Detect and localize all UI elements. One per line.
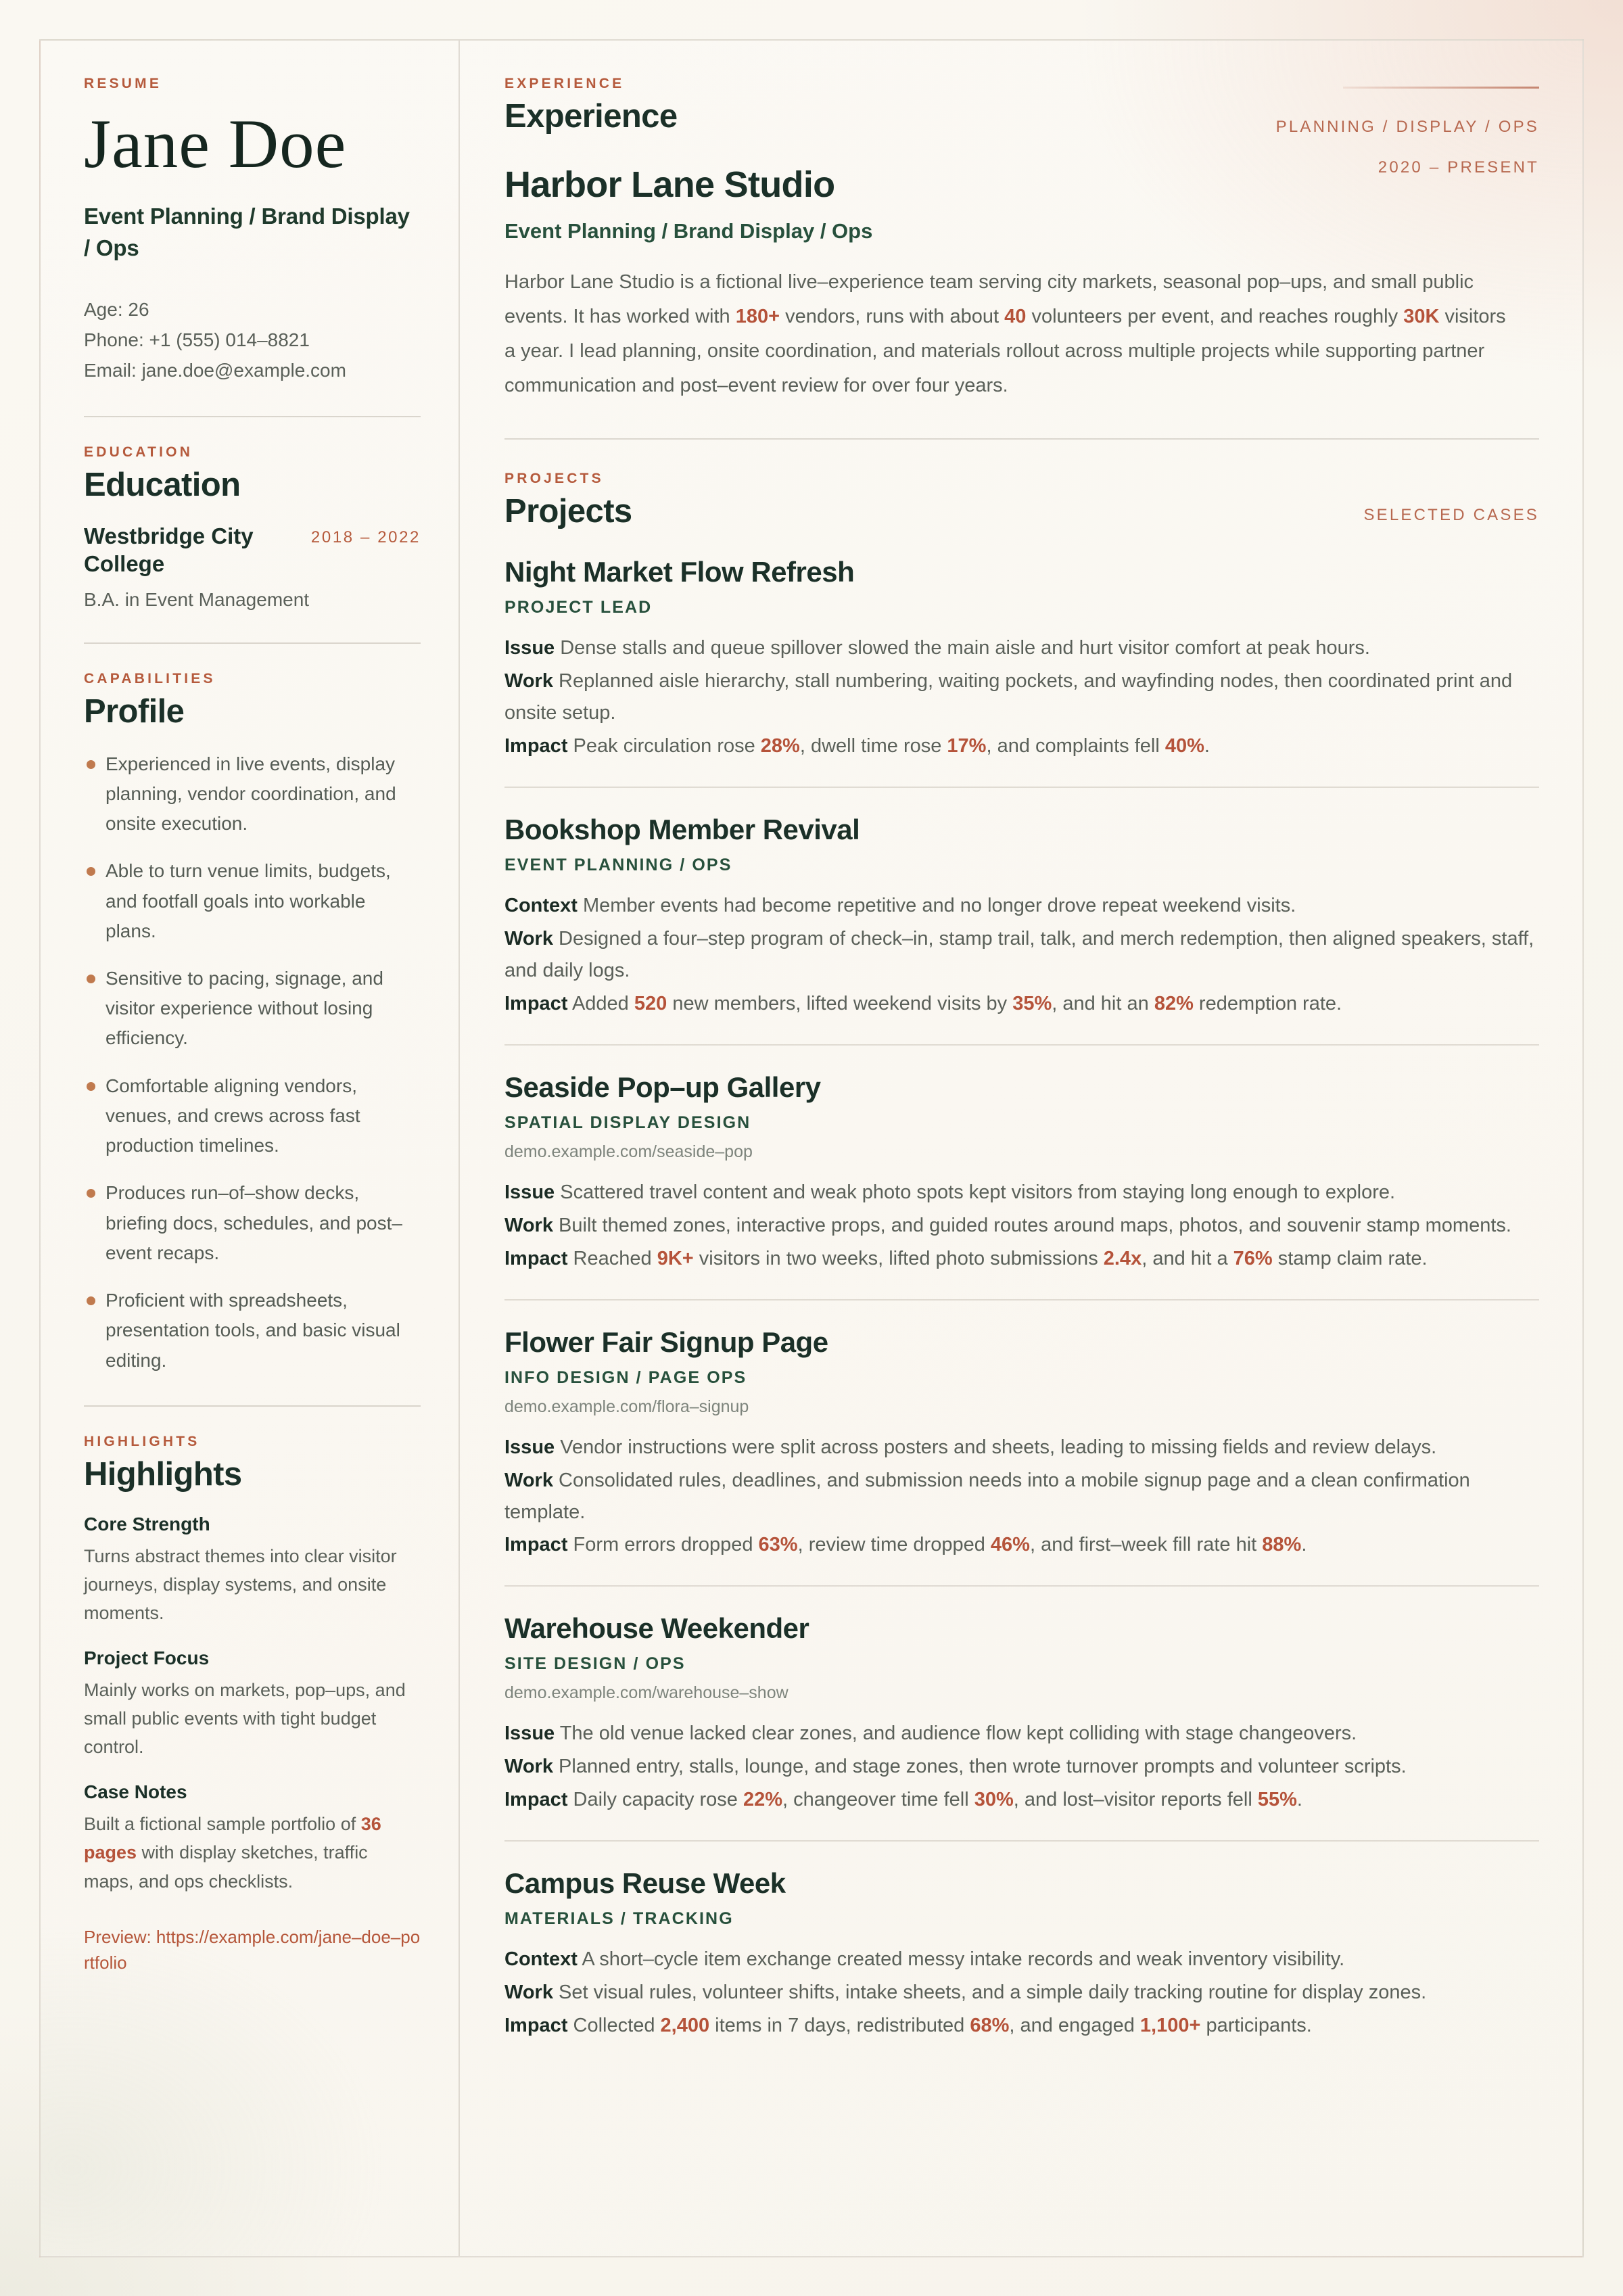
project-line — [504, 1784, 1539, 1816]
project-line — [504, 1718, 1539, 1750]
highlight-block — [84, 1781, 421, 1895]
project-line-text: , and hit an — [1052, 992, 1154, 1014]
case-notes-pre: Built a fictional sample portfolio of — [84, 1814, 361, 1835]
experience-years: 2020 – PRESENT — [1378, 158, 1539, 177]
project-line-label: Work — [504, 670, 553, 692]
project-line-text: new members, lifted weekend visits by — [667, 992, 1013, 1014]
desc-accent-2: 40 — [1004, 305, 1027, 327]
highlights-title: Highlights — [84, 1455, 242, 1493]
project-line — [504, 1243, 1539, 1275]
contact-phone: Phone: +1 (555) 014–8821 — [84, 329, 310, 351]
project-line-text: Scattered travel content and weak photo spots kept visitors from staying long enough to explore. — [560, 1181, 1396, 1203]
project-line-label: Issue — [504, 1436, 555, 1458]
contact-email: Email: jane.doe@example.com — [84, 360, 346, 381]
project-line-label: Issue — [504, 1723, 555, 1745]
project-line — [504, 923, 1539, 987]
list-item — [84, 964, 421, 1054]
project-line — [504, 1751, 1539, 1783]
project-entry — [504, 814, 1539, 1046]
project-metric: 88% — [1262, 1534, 1302, 1556]
section-divider — [504, 438, 1539, 440]
project-metric: 76% — [1233, 1247, 1273, 1269]
contact-block — [84, 294, 421, 386]
project-line-text: Daily capacity rose — [573, 1789, 743, 1811]
project-line-label: Work — [504, 1214, 553, 1236]
project-metric: 68% — [970, 2015, 1010, 2037]
project-metric: 30% — [974, 1789, 1014, 1811]
project-entry — [504, 1612, 1539, 1842]
project-line-label: Impact — [504, 734, 568, 757]
project-line-text: The old venue lacked clear zones, and audience flow kept colliding with stage changeovers. — [559, 1723, 1357, 1745]
project-line-text: items in 7 days, redistributed — [709, 2015, 970, 2037]
project-line-label: Impact — [504, 1534, 568, 1556]
project-title: Warehouse Weekender — [504, 1612, 809, 1645]
education-entry — [84, 523, 421, 578]
project-line-text: Member events had become repetitive and no longer drove repeat weekend visits. — [583, 894, 1296, 916]
project-line-text: A short–cycle item exchange created messy intake records and weak inventory visibility. — [582, 1948, 1345, 1971]
project-lines — [504, 1718, 1539, 1816]
project-title: Bookshop Member Revival — [504, 813, 860, 845]
project-line-text: participants. — [1200, 2015, 1312, 2037]
education-school: Westbridge City College — [84, 523, 254, 576]
education-title: Education — [84, 466, 241, 503]
projects-list — [504, 556, 1539, 2042]
contact-age: Age: 26 — [84, 298, 149, 320]
project-line-text: Built themed zones, interactive props, and guided routes around maps, photos, and souvenir stamp moments. — [559, 1214, 1511, 1236]
project-kicker: SITE DESIGN / OPS — [504, 1654, 686, 1674]
company-role: Event Planning / Brand Display / Ops — [504, 218, 873, 243]
project-line-text: Replanned aisle hierarchy, stall numbering, waiting pockets, and wayfinding nodes, then coordinated print and onsite setup. — [504, 670, 1513, 724]
project-line-text: Set visual rules, volunteer shifts, intake sheets, and a simple daily tracking routine for display zones. — [559, 1982, 1427, 2004]
portfolio-preview-link[interactable]: Preview: https://example.com/jane–doe–portfolio — [84, 1926, 421, 1973]
project-title: Night Market Flow Refresh — [504, 555, 855, 588]
project-line-label: Context — [504, 1948, 578, 1971]
project-line-text: visitors in two weeks, lifted photo submissions — [693, 1247, 1104, 1269]
project-line-label: Work — [504, 1469, 553, 1491]
desc-part-2: vendors, runs with about — [780, 305, 1005, 327]
project-line-label: Issue — [504, 636, 555, 659]
project-line-text: Consolidated rules, deadlines, and submission needs into a mobile signup page and a clean confirmation template. — [504, 1469, 1470, 1523]
project-line — [504, 1465, 1539, 1528]
project-line-text: , and first–week fill rate hit — [1029, 1534, 1263, 1556]
project-kicker: EVENT PLANNING / OPS — [504, 855, 732, 874]
project-line — [504, 632, 1539, 664]
project-line — [504, 665, 1539, 729]
project-line-text: Planned entry, stalls, lounge, and stage zones, then wrote turnover prompts and volunteer scripts. — [559, 1756, 1407, 1778]
project-separator — [504, 1585, 1539, 1587]
list-item — [84, 1178, 421, 1268]
list-item-text: Experienced in live events, display planning, vendor coordination, and onsite execution. — [105, 753, 396, 835]
project-line-text: , and lost–visitor reports fell — [1013, 1789, 1258, 1811]
education-degree: B.A. in Event Management — [84, 588, 310, 610]
projects-tag: SELECTED CASES — [1363, 505, 1539, 524]
project-metric: 22% — [743, 1789, 783, 1811]
list-item-text: Comfortable aligning vendors, venues, and crews across fast production timelines. — [105, 1075, 360, 1156]
project-line-text: , and complaints fell — [986, 734, 1165, 757]
highlight-heading: Case Notes — [84, 1781, 187, 1803]
project-line — [504, 1977, 1539, 2009]
sidebar-divider — [84, 416, 421, 417]
project-line-text: Reached — [573, 1247, 657, 1269]
project-line-text: Designed a four–step program of check–in, stamp trail, talk, and merch redemption, then aligned speakers, staff, and daily logs. — [504, 927, 1534, 981]
project-metric: 46% — [990, 1534, 1030, 1556]
projects-eyebrow: PROJECTS — [504, 471, 604, 487]
project-separator — [504, 1299, 1539, 1301]
project-title: Campus Reuse Week — [504, 1867, 786, 1900]
headline-role: Event Planning / Brand Display / Ops — [84, 204, 410, 260]
list-item — [84, 856, 421, 946]
project-line-text: , review time dropped — [797, 1534, 991, 1556]
projects-title: Projects — [504, 493, 632, 530]
project-kicker: MATERIALS / TRACKING — [504, 1909, 734, 1929]
project-line — [504, 1944, 1539, 1975]
project-line — [504, 890, 1539, 922]
project-line-text: Added — [571, 992, 634, 1014]
experience-eyebrow: EXPERIENCE — [504, 76, 625, 91]
desc-part-1: Harbor Lane Studio is a fictional live–experience team serving city markets, seasonal pop–ups, and small public events. It has worked with — [504, 271, 1474, 327]
desc-part-3: volunteers per event, and reaches roughly — [1026, 305, 1404, 327]
list-item-text: Proficient with spreadsheets, presentation tools, and basic visual editing. — [105, 1290, 400, 1371]
experience-description — [504, 265, 1519, 403]
project-metric: 35% — [1012, 992, 1052, 1014]
capabilities-title: Profile — [84, 693, 185, 730]
list-item-text: Able to turn venue limits, budgets, and footfall goals into workable plans. — [105, 860, 391, 941]
project-line — [504, 2010, 1539, 2042]
project-lines — [504, 1177, 1539, 1275]
list-item — [84, 749, 421, 839]
desc-accent-1: 180+ — [735, 305, 780, 327]
bullet-icon — [87, 1296, 95, 1305]
highlight-block — [84, 1514, 421, 1627]
project-line-label: Impact — [504, 1789, 568, 1811]
desc-part-4: visitors a year. I lead planning, onsite coordination, and materials rollout across multiple projects while supporting partner communication and post–event review for over four years. — [504, 305, 1506, 396]
project-line-label: Work — [504, 1756, 553, 1778]
project-line — [504, 730, 1539, 762]
project-url[interactable]: demo.example.com/flora–signup — [504, 1397, 749, 1416]
project-kicker: PROJECT LEAD — [504, 597, 653, 617]
bullet-icon — [87, 867, 95, 876]
experience-meta — [1276, 118, 1539, 177]
project-url[interactable]: demo.example.com/seaside–pop — [504, 1142, 753, 1161]
project-line-text: Form errors dropped — [573, 1534, 759, 1556]
page-title: Jane Doe — [84, 106, 347, 183]
capabilities-eyebrow: CAPABILITIES — [84, 670, 216, 686]
project-line-label: Work — [504, 927, 553, 950]
project-line — [504, 1177, 1539, 1209]
project-title: Flower Fair Signup Page — [504, 1326, 828, 1358]
case-notes-post: with display sketches, traffic maps, and ops checklists. — [84, 1842, 368, 1892]
project-metric: 2,400 — [660, 2015, 710, 2037]
experience-tags: PLANNING / DISPLAY / OPS — [1275, 118, 1539, 136]
project-lines — [504, 632, 1539, 762]
project-line-text: redemption rate. — [1193, 992, 1342, 1014]
project-lines — [504, 890, 1539, 1020]
project-line — [504, 1210, 1539, 1242]
bullet-icon — [87, 760, 95, 769]
education-years: 2018 – 2022 — [310, 528, 421, 546]
decorative-rule — [1343, 87, 1539, 89]
sidebar-divider-2 — [84, 642, 421, 644]
highlight-heading: Core Strength — [84, 1513, 210, 1534]
project-line — [504, 1529, 1539, 1561]
project-metric: 1,100+ — [1139, 2015, 1201, 2037]
project-url[interactable]: demo.example.com/warehouse–show — [504, 1683, 789, 1703]
experience-title: Experience — [504, 98, 678, 135]
project-metric: 2.4x — [1103, 1247, 1142, 1269]
highlight-body — [84, 1810, 421, 1895]
list-item-text: Sensitive to pacing, signage, and visitor experience without losing efficiency. — [105, 967, 383, 1049]
highlights-eyebrow: HIGHLIGHTS — [84, 1433, 200, 1449]
project-metric: 40% — [1165, 734, 1204, 757]
project-line-label: Impact — [504, 2015, 568, 2037]
project-line-text: stamp claim rate. — [1272, 1247, 1428, 1269]
project-line-text: , and hit a — [1142, 1247, 1233, 1269]
project-entry — [504, 1071, 1539, 1301]
project-line-label: Issue — [504, 1181, 555, 1203]
project-line — [504, 988, 1539, 1020]
project-metric: 17% — [947, 734, 987, 757]
sidebar — [41, 41, 460, 2256]
project-separator — [504, 787, 1539, 788]
project-lines — [504, 1432, 1539, 1562]
experience-header — [504, 76, 1539, 403]
list-item — [84, 1071, 421, 1161]
project-line-text: , and engaged — [1009, 2015, 1140, 2037]
project-separator — [504, 1840, 1539, 1842]
case-notes-accent: 36 pages — [84, 1814, 381, 1863]
highlight-heading: Project Focus — [84, 1647, 210, 1669]
project-line-label: Impact — [504, 992, 568, 1014]
project-entry — [504, 556, 1539, 788]
project-line-label: Impact — [504, 1247, 568, 1269]
capabilities-list — [84, 749, 421, 1376]
resume-eyebrow: RESUME — [84, 76, 162, 91]
project-line-text: Peak circulation rose — [573, 734, 761, 757]
education-eyebrow: EDUCATION — [84, 444, 193, 460]
company-name: Harbor Lane Studio — [504, 164, 835, 205]
project-entry — [504, 1867, 1539, 2042]
project-line-text: Dense stalls and queue spillover slowed the main aisle and hurt visitor comfort at peak hours. — [560, 636, 1370, 659]
bullet-icon — [87, 1189, 95, 1198]
list-item-text: Produces run–of–show decks, briefing docs, schedules, and post–event recaps. — [105, 1182, 402, 1263]
project-line-label: Context — [504, 894, 578, 916]
resume-page — [39, 39, 1584, 2257]
highlight-body: Turns abstract themes into clear visitor journeys, display systems, and onsite moments. — [84, 1545, 397, 1623]
main-column — [460, 41, 1582, 2256]
highlight-body: Mainly works on markets, pop–ups, and small public events with tight budget control. — [84, 1680, 406, 1758]
project-line-text: . — [1204, 734, 1210, 757]
project-metric: 28% — [760, 734, 800, 757]
project-separator — [504, 1044, 1539, 1046]
project-line-text: Vendor instructions were split across posters and sheets, leading to missing fields and review delays. — [560, 1436, 1437, 1458]
project-line-text: Collected — [573, 2015, 661, 2037]
project-title: Seaside Pop–up Gallery — [504, 1071, 821, 1103]
project-line-text: . — [1301, 1534, 1307, 1556]
project-line-text: . — [1296, 1789, 1302, 1811]
highlight-block — [84, 1647, 421, 1761]
project-metric: 82% — [1154, 992, 1194, 1014]
project-line-text: , changeover time fell — [782, 1789, 974, 1811]
project-lines — [504, 1944, 1539, 2042]
project-metric: 55% — [1257, 1789, 1297, 1811]
project-metric: 63% — [758, 1534, 798, 1556]
project-kicker: INFO DESIGN / PAGE OPS — [504, 1367, 747, 1387]
bullet-icon — [87, 1082, 95, 1091]
project-line-text: , dwell time rose — [799, 734, 947, 757]
project-line-label: Work — [504, 1982, 553, 2004]
project-metric: 9K+ — [657, 1247, 694, 1269]
project-kicker: SPATIAL DISPLAY DESIGN — [504, 1112, 751, 1132]
sidebar-divider-3 — [84, 1405, 421, 1407]
projects-header — [504, 471, 1539, 530]
list-item — [84, 1286, 421, 1376]
bullet-icon — [87, 975, 95, 983]
project-entry — [504, 1326, 1539, 1587]
project-metric: 520 — [634, 992, 667, 1014]
project-line — [504, 1432, 1539, 1463]
desc-accent-3: 30K — [1403, 305, 1440, 327]
